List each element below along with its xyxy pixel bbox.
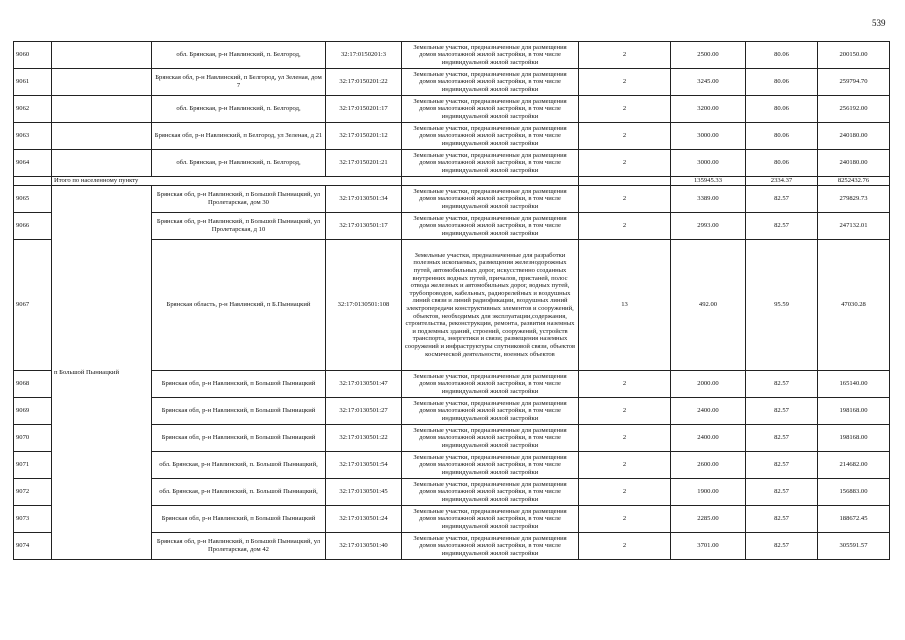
specific-value-cell: 82.57 — [746, 533, 818, 560]
cadastral-value-cell: 188672.45 — [818, 506, 890, 533]
cadastral-value-cell: 256192.00 — [818, 96, 890, 123]
land-use-purpose-cell: Земельные участки, предназначенные для размещения домов малоэтажной жилой застройки, в том числе индивидуальной жилой застройки — [402, 479, 579, 506]
specific-value-cell: 82.57 — [746, 425, 818, 452]
row-id: 9065 — [14, 186, 52, 213]
use-group-cell: 2 — [579, 42, 671, 69]
cadastral-number-cell: 32:17:0150201:21 — [326, 150, 402, 177]
cadastral-number-cell: 32:17:0130501:45 — [326, 479, 402, 506]
row-id: 9070 — [14, 425, 52, 452]
cadastral-number-cell: 32:17:0130501:54 — [326, 452, 402, 479]
address-cell: обл. Брянская, р-н Навлинский, п. Большой Пыниацкий, — [152, 452, 326, 479]
land-use-purpose-cell: Земельные участки, предназначенные для размещения домов малоэтажной жилой застройки, в том числе индивидуальной жилой застройки — [402, 398, 579, 425]
table-row — [14, 42, 890, 69]
locality-name-cell: п Большой Пыниацкий — [52, 186, 152, 560]
address-cell: Брянская обл, р-н Навлинский, п Большой Пыниацкий, ул Пролетарская, дом 30 — [152, 186, 326, 213]
locality-cell — [52, 96, 152, 123]
area-cell: 3000.00 — [671, 150, 746, 177]
specific-value-cell: 95.59 — [746, 240, 818, 371]
total-empty-cell — [579, 177, 671, 186]
cadastral-value-cell: 198168.00 — [818, 425, 890, 452]
land-use-purpose-cell: Земельные участки, предназначенные для размещения домов малоэтажной жилой застройки, в том числе индивидуальной жилой застройки — [402, 213, 579, 240]
use-group-cell: 2 — [579, 186, 671, 213]
cadastral-number-cell: 32:17:0130501:27 — [326, 398, 402, 425]
use-group-cell: 2 — [579, 69, 671, 96]
area-cell: 3200.00 — [671, 96, 746, 123]
area-cell: 2993.00 — [671, 213, 746, 240]
land-use-purpose-cell: Земельные участки, предназначенные для размещения домов малоэтажной жилой застройки, в том числе индивидуальной жилой застройки — [402, 533, 579, 560]
cadastral-number-cell: 32:17:0130501:22 — [326, 425, 402, 452]
area-cell: 2000.00 — [671, 371, 746, 398]
address-cell: Брянская обл, р-н Навлинский, п Большой Пыниацкий — [152, 371, 326, 398]
specific-value-cell: 80.06 — [746, 150, 818, 177]
table-row — [14, 96, 890, 123]
cadastral-number-cell: 32:17:0130501:34 — [326, 186, 402, 213]
row-id: 9068 — [14, 371, 52, 398]
cadastral-number-cell: 32:17:0130501:24 — [326, 506, 402, 533]
row-id: 9063 — [14, 123, 52, 150]
locality-total-row — [14, 177, 890, 186]
area-cell: 3000.00 — [671, 123, 746, 150]
area-cell: 2400.00 — [671, 425, 746, 452]
use-group-cell: 2 — [579, 533, 671, 560]
cadastral-number-cell: 32:17:0130501:17 — [326, 213, 402, 240]
use-group-cell: 2 — [579, 96, 671, 123]
specific-value-cell: 80.06 — [746, 69, 818, 96]
land-use-purpose-cell: Земельные участки, предназначенные для размещения домов малоэтажной жилой застройки, в том числе индивидуальной жилой застройки — [402, 123, 579, 150]
specific-value-cell: 82.57 — [746, 506, 818, 533]
address-cell: обл. Брянская, р-н Навлинский, п. Белгород, — [152, 96, 326, 123]
area-cell: 3245.00 — [671, 69, 746, 96]
address-cell: Брянская обл, р-н Навлинский, п Большой Пыниацкий — [152, 398, 326, 425]
area-cell: 2600.00 — [671, 452, 746, 479]
cadastral-value-cell: 198168.00 — [818, 398, 890, 425]
land-use-purpose-cell: Земельные участки, предназначенные для размещения домов малоэтажной жилой застройки, в том числе индивидуальной жилой застройки — [402, 42, 579, 69]
address-cell: Брянская обл, р-н Навлинский, п Белгород, ул Зеленая, дом 7 — [152, 69, 326, 96]
table-row — [14, 186, 890, 213]
row-id: 9067 — [14, 240, 52, 371]
use-group-cell: 2 — [579, 425, 671, 452]
specific-value-cell: 82.57 — [746, 452, 818, 479]
cadastral-value-cell: 214682.00 — [818, 452, 890, 479]
use-group-cell: 2 — [579, 123, 671, 150]
table-row — [14, 123, 890, 150]
cadastral-value-cell: 240180.00 — [818, 150, 890, 177]
use-group-cell: 2 — [579, 452, 671, 479]
cadastral-number-cell: 32:17:0150201:22 — [326, 69, 402, 96]
use-group-cell: 13 — [579, 240, 671, 371]
land-use-purpose-cell: Земельные участки, предназначенные для размещения домов малоэтажной жилой застройки, в том числе индивидуальной жилой застройки — [402, 150, 579, 177]
row-id: 9074 — [14, 533, 52, 560]
total-empty-cell — [14, 177, 52, 186]
row-id: 9064 — [14, 150, 52, 177]
address-cell: обл. Брянская, р-н Навлинский, п. Белгород, — [152, 150, 326, 177]
use-group-cell: 2 — [579, 479, 671, 506]
row-id: 9069 — [14, 398, 52, 425]
cadastral-value-cell: 259794.70 — [818, 69, 890, 96]
cadastral-number-cell: 32:17:0150201:12 — [326, 123, 402, 150]
area-cell: 2285.00 — [671, 506, 746, 533]
area-cell: 3389.00 — [671, 186, 746, 213]
locality-cell — [52, 69, 152, 96]
row-id: 9072 — [14, 479, 52, 506]
row-id: 9062 — [14, 96, 52, 123]
address-cell: обл. Брянская, р-н Навлинский, п. Белгород, — [152, 42, 326, 69]
use-group-cell: 2 — [579, 371, 671, 398]
total-cadastral-value: 8252432.76 — [818, 177, 890, 186]
land-use-purpose-cell: Земельные участки, предназначенные для размещения домов малоэтажной жилой застройки, в том числе индивидуальной жилой застройки — [402, 425, 579, 452]
total-label: Итого по населенному пункту — [52, 177, 402, 186]
area-cell: 3701.00 — [671, 533, 746, 560]
address-cell: Брянская обл, р-н Навлинский, п Большой Пыниацкий, ул Пролетарская, дом 42 — [152, 533, 326, 560]
cadastral-value-cell: 156883.00 — [818, 479, 890, 506]
use-group-cell: 2 — [579, 398, 671, 425]
cadastral-value-cell: 47030.28 — [818, 240, 890, 371]
land-use-purpose-cell: Земельные участки, предназначенные для размещения домов малоэтажной жилой застройки, в том числе индивидуальной жилой застройки — [402, 96, 579, 123]
locality-cell — [52, 42, 152, 69]
area-cell: 492.00 — [671, 240, 746, 371]
land-use-purpose-cell: Земельные участки, предназначенные для размещения домов малоэтажной жилой застройки, в том числе индивидуальной жилой застройки — [402, 506, 579, 533]
total-specific-value: 2334.37 — [746, 177, 818, 186]
row-id: 9066 — [14, 213, 52, 240]
land-use-purpose-cell: Земельные участки, предназначенные для разработки полезных ископаемых, размещения железнодорожных путей, автомобильных дорог, искусственно созданных внутренних водных путей, причалов, пристаней, полос отвода железных и автомобильных дорог, водных путей, трубопроводов, кабельных, радиорелейных и воздушных линий связи и линий радиофикации, воздушных линий электропередачи конструктивных элементов и сооружений, объектов, необходимых для эксплуатации,содержания, строительства, реконструкции, ремонта, развития наземных и подземных зданий, строений, сооружений, устройств транспорта, энергетики и связи; размещения наземных сооружений и инфраструктуры спутниковой связи, объектов космической деятельности, военных объектов — [402, 240, 579, 371]
locality-cell — [52, 150, 152, 177]
table-row — [14, 150, 890, 177]
row-id: 9073 — [14, 506, 52, 533]
cadastral-value-cell: 165140.00 — [818, 371, 890, 398]
locality-cell — [52, 123, 152, 150]
cadastral-number-cell: 32:17:0150201:3 — [326, 42, 402, 69]
area-cell: 2500.00 — [671, 42, 746, 69]
cadastral-number-cell: 32:17:0130501:47 — [326, 371, 402, 398]
land-use-purpose-cell: Земельные участки, предназначенные для размещения домов малоэтажной жилой застройки, в том числе индивидуальной жилой застройки — [402, 186, 579, 213]
specific-value-cell: 82.57 — [746, 186, 818, 213]
page-number: 539 — [872, 18, 886, 28]
specific-value-cell: 82.57 — [746, 371, 818, 398]
specific-value-cell: 82.57 — [746, 479, 818, 506]
specific-value-cell: 82.57 — [746, 213, 818, 240]
cadastral-number-cell: 32:17:0130501:108 — [326, 240, 402, 371]
cadastral-value-cell: 240180.00 — [818, 123, 890, 150]
cadastral-number-cell: 32:17:0130501:40 — [326, 533, 402, 560]
cadastral-value-cell: 200150.00 — [818, 42, 890, 69]
row-id: 9060 — [14, 42, 52, 69]
area-cell: 1900.00 — [671, 479, 746, 506]
cadastral-value-cell: 247132.01 — [818, 213, 890, 240]
table-body — [14, 42, 890, 560]
use-group-cell: 2 — [579, 213, 671, 240]
row-id: 9061 — [14, 69, 52, 96]
address-cell: Брянская обл, р-н Навлинский, п Большой Пыниацкий, ул Пролетарская, д 10 — [152, 213, 326, 240]
row-id: 9071 — [14, 452, 52, 479]
area-cell: 2400.00 — [671, 398, 746, 425]
total-area: 135945.33 — [671, 177, 746, 186]
use-group-cell: 2 — [579, 506, 671, 533]
address-cell: Брянская обл, р-н Навлинский, п Большой Пыниацкий — [152, 425, 326, 452]
address-cell: Брянская область, р-н Навлинский, п Б.Пыниацкий — [152, 240, 326, 371]
land-use-purpose-cell: Земельные участки, предназначенные для размещения домов малоэтажной жилой застройки, в том числе индивидуальной жилой застройки — [402, 371, 579, 398]
land-use-purpose-cell: Земельные участки, предназначенные для размещения домов малоэтажной жилой застройки, в том числе индивидуальной жилой застройки — [402, 452, 579, 479]
table-row — [14, 69, 890, 96]
specific-value-cell: 80.06 — [746, 42, 818, 69]
specific-value-cell: 80.06 — [746, 123, 818, 150]
total-empty-cell — [402, 177, 579, 186]
address-cell: Брянская обл, р-н Навлинский, п Белгород, ул Зеленая, д 21 — [152, 123, 326, 150]
specific-value-cell: 82.57 — [746, 398, 818, 425]
address-cell: обл. Брянская, р-н Навлинский, п. Большой Пыниацкий, — [152, 479, 326, 506]
use-group-cell: 2 — [579, 150, 671, 177]
cadastral-value-cell: 305591.57 — [818, 533, 890, 560]
specific-value-cell: 80.06 — [746, 96, 818, 123]
cadastral-number-cell: 32:17:0150201:17 — [326, 96, 402, 123]
cadastral-value-cell: 279829.73 — [818, 186, 890, 213]
land-use-purpose-cell: Земельные участки, предназначенные для размещения домов малоэтажной жилой застройки, в том числе индивидуальной жилой застройки — [402, 69, 579, 96]
address-cell: Брянская обл, р-н Навлинский, п Большой Пыниацкий — [152, 506, 326, 533]
cadastral-value-table — [13, 41, 890, 560]
